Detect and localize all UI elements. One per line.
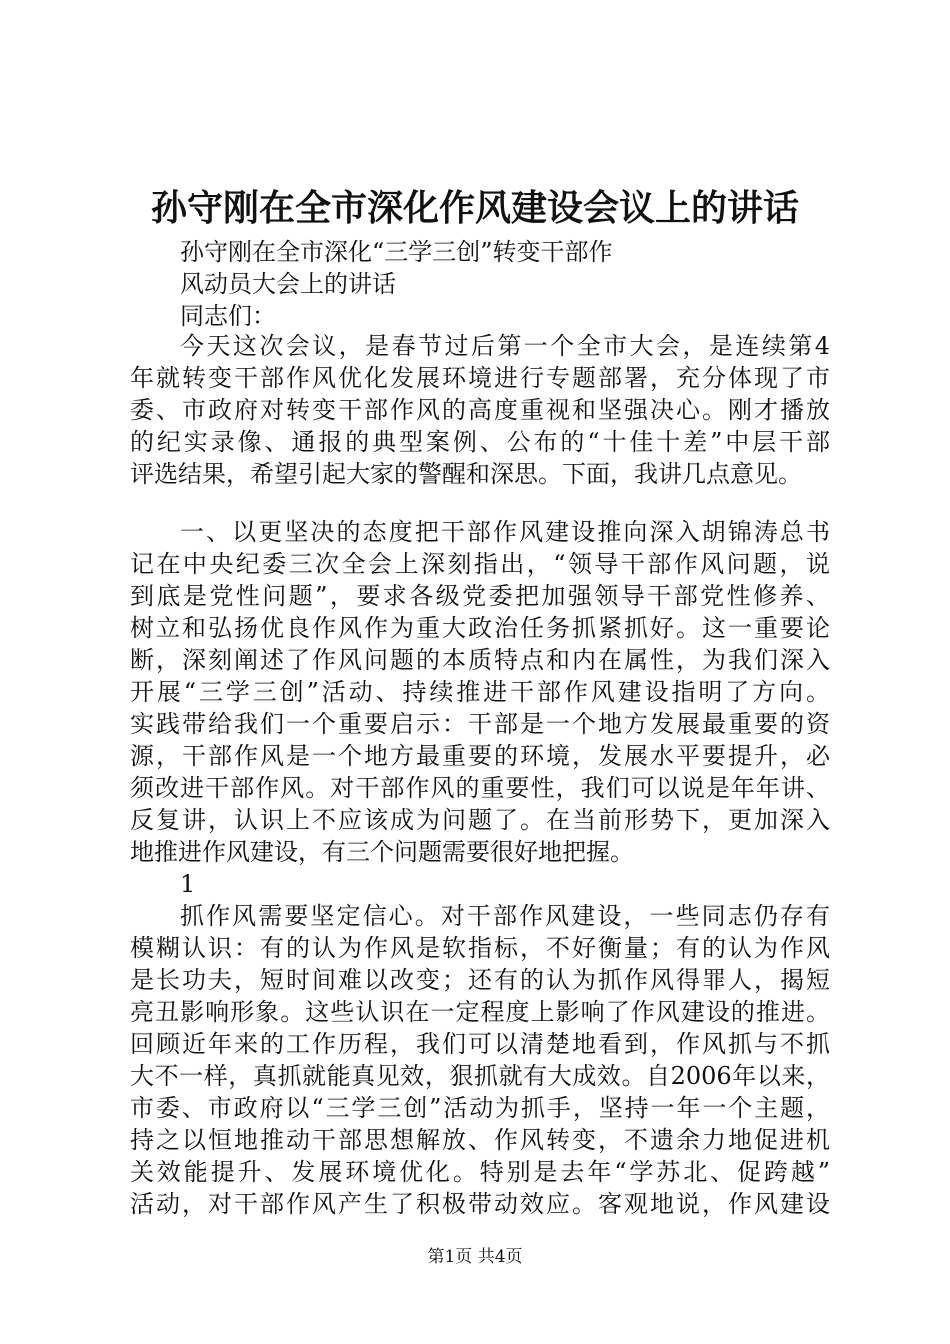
paragraph1-line: 委、市政府对转变干部作风的高度重视和坚强决心。刚才播放 (130, 396, 830, 424)
paragraph2-line: 到底是党性问题”，要求各级党委把加强领导干部党性修养、 (130, 582, 830, 610)
paragraph2-line: 记在中央纪委三次全会上深刻指出，“领导干部作风问题，说 (130, 550, 830, 578)
paragraph3-line: 关效能提升、发展环境优化。特别是去年“学苏北、促跨越” (130, 1158, 830, 1186)
paragraph3-line: 持之以恒地推动干部思想解放、作风转变，不遗余力地促进机 (130, 1126, 830, 1154)
paragraph2-line: 开展“三学三创”活动、持续推进干部作风建设指明了方向。 (130, 678, 830, 706)
document-title: 孙守刚在全市深化作风建设会议上的讲话 (150, 187, 799, 229)
paragraph3-line: 是长功夫，短时间难以改变；还有的认为抓作风得罪人，揭短 (130, 966, 830, 994)
paragraph1-line: 今天这次会议，是春节过后第一个全市大会，是连续第4 (180, 332, 830, 360)
paragraph3-line: 市委、市政府以“三学三创”活动为抓手，坚持一年一个主题， (130, 1094, 830, 1122)
paragraph3-line: 抓作风需要坚定信心。对干部作风建设，一些同志仍存有 (180, 902, 830, 930)
paragraph2-line: 反复讲，认识上不应该成为问题了。在当前形势下，更加深入 (130, 806, 830, 834)
paragraph3-line: 大不一样，真抓就能真见效，狠抓就有大成效。自2006年以来， (130, 1062, 830, 1090)
paragraph3-line: 回顾近年来的工作历程，我们可以清楚地看到，作风抓与不抓 (130, 1030, 830, 1058)
paragraph2-line: 实践带给我们一个重要启示：干部是一个地方发展最重要的资 (130, 710, 830, 738)
subtitle-line-1: 孙守刚在全市深化“三学三创”转变干部作 (180, 238, 613, 266)
paragraph2-line: 源，干部作风是一个地方最重要的环境，发展水平要提升，必 (130, 742, 830, 770)
paragraph2-line: 地推进作风建设，有三个问题需要很好地把握。 (130, 838, 634, 866)
paragraph1-line: 的纪实录像、通报的典型案例、公布的“十佳十差”中层干部 (130, 428, 830, 456)
paragraph2-line: 须改进干部作风。对干部作风的重要性，我们可以说是年年讲、 (130, 774, 830, 802)
section-number: 1 (180, 870, 196, 898)
page-footer: 第1页 共4页 (427, 1247, 523, 1267)
salutation: 同志们： (180, 302, 276, 330)
paragraph3-line: 活动，对干部作风产生了积极带动效应。客观地说，作风建设 (130, 1190, 830, 1218)
paragraph2-line: 一、以更坚决的态度把干部作风建设推向深入胡锦涛总书 (180, 518, 830, 546)
paragraph2-line: 断，深刻阐述了作风问题的本质特点和内在属性，为我们深入 (130, 646, 830, 674)
subtitle-line-2: 风动员大会上的讲话 (180, 270, 396, 298)
paragraph2-line: 树立和弘扬优良作风作为重大政治任务抓紧抓好。这一重要论 (130, 614, 830, 642)
paragraph3-line: 亮丑影响形象。这些认识在一定程度上影响了作风建设的推进。 (130, 998, 830, 1026)
paragraph1-line: 评选结果，希望引起大家的警醒和深思。下面，我讲几点意见。 (130, 460, 802, 488)
paragraph1-line: 年就转变干部作风优化发展环境进行专题部署，充分体现了市 (130, 364, 830, 392)
paragraph3-line: 模糊认识：有的认为作风是软指标，不好衡量；有的认为作风 (130, 934, 830, 962)
